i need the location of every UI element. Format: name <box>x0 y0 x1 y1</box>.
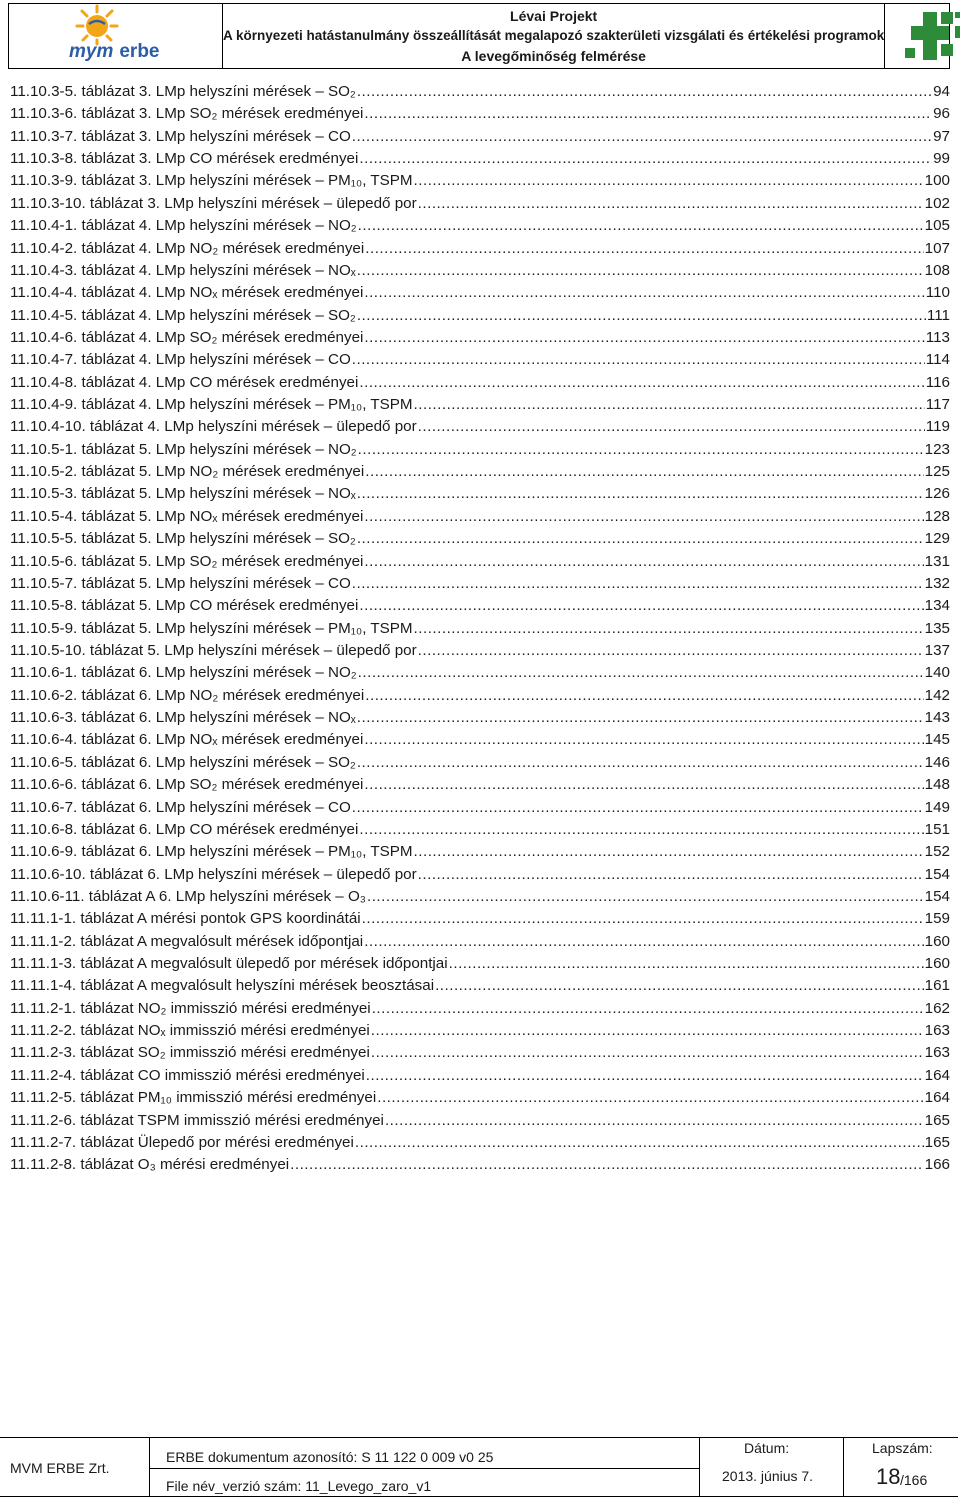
toc-entry-page[interactable]: 163 <box>924 1044 950 1062</box>
toc-entry[interactable] <box>10 573 950 595</box>
toc-entry-page[interactable]: 113 <box>925 328 950 346</box>
toc-entry[interactable] <box>10 372 950 394</box>
toc-entry-page[interactable]: 123 <box>924 440 950 458</box>
toc-entry[interactable] <box>10 707 950 729</box>
page-header <box>8 3 950 69</box>
toc-entry-title[interactable]: 11.10.5-2. táblázat 5. LMp NO₂ mérések eredményei <box>10 463 365 481</box>
toc-entry-title[interactable]: 11.10.4-3. táblázat 4. LMp helyszíni mérések – NOₓ <box>10 261 356 279</box>
toc-entry[interactable] <box>10 1087 950 1109</box>
toc-entry-title[interactable]: 11.10.3-5. táblázat 3. LMp helyszíni mérések – SO₂ <box>10 83 356 100</box>
section-title: A levegőminőség felmérése <box>461 48 646 64</box>
toc-leader-dots <box>365 461 923 483</box>
toc-entry-title[interactable]: 11.11.2-7. táblázat Ülepedő por mérési eredményei <box>10 1133 354 1151</box>
toc-entry-page[interactable]: 129 <box>924 530 950 548</box>
toc-entry-page[interactable]: 126 <box>924 485 950 503</box>
toc-entry[interactable] <box>10 148 950 170</box>
toc-leader-dots <box>367 886 924 908</box>
toc-leader-dots <box>371 1042 924 1064</box>
toc-entry-page[interactable]: 148 <box>924 776 950 794</box>
toc-entry[interactable] <box>10 461 950 483</box>
toc-entry-title[interactable]: 11.10.4-1. táblázat 4. LMp helyszíni mérések – NO₂ <box>10 217 357 235</box>
toc-entry[interactable] <box>10 1110 950 1132</box>
toc-entry-page[interactable]: 164 <box>924 1066 950 1084</box>
toc-entry-page[interactable]: 125 <box>924 463 950 481</box>
toc-entry[interactable] <box>10 305 950 327</box>
toc-entry-title[interactable]: 11.11.1-4. táblázat A megvalósult helyszíni mérések beosztásai <box>10 977 435 995</box>
toc-entry[interactable] <box>10 506 950 528</box>
toc-leader-dots <box>359 819 923 841</box>
toc-entry[interactable] <box>10 126 950 148</box>
toc-entry-title[interactable]: 11.10.5-9. táblázat 5. LMp helyszíni mérések – PM₁₀, TSPM <box>10 619 413 637</box>
toc-leader-dots <box>418 864 924 886</box>
toc-entry-page[interactable]: 119 <box>925 418 950 436</box>
toc-leader-dots <box>364 327 924 349</box>
toc-entry-title[interactable]: 11.10.3-10. táblázat 3. LMp helyszíni mérések – ülepedő por <box>10 194 417 212</box>
toc-entry-title[interactable]: 11.10.6-7. táblázat 6. LMp helyszíni mérések – CO <box>10 798 351 816</box>
toc-entry-page[interactable]: 163 <box>924 1022 950 1040</box>
footer-file-name: File név_verzió szám: 11_Levego_zaro_v1 <box>166 1478 432 1494</box>
toc-leader-dots <box>357 260 924 282</box>
toc-leader-dots <box>357 305 926 327</box>
toc-entry[interactable] <box>10 774 950 796</box>
footer-doc-id: ERBE dokumentum azonosító: S 11 122 0 009 v0 25 <box>166 1449 494 1465</box>
project-subtitle: A környezeti hatástanulmány összeállítását megalapozó szakterületi vizsgálati és értékelési programok <box>223 28 885 43</box>
toc-entry-page[interactable]: 105 <box>924 217 950 235</box>
toc-entry-page[interactable]: 159 <box>924 910 950 928</box>
toc-leader-dots <box>352 349 925 371</box>
toc-entry[interactable] <box>10 260 950 282</box>
green-cross-icon <box>885 4 960 68</box>
toc-entry-title[interactable]: 11.11.1-1. táblázat A mérési pontok GPS koordinátái <box>10 910 361 928</box>
toc-leader-dots <box>352 573 924 595</box>
toc-leader-dots <box>364 506 923 528</box>
toc-entry-title[interactable]: 11.10.5-3. táblázat 5. LMp helyszíni mérések – NOₓ <box>10 485 356 503</box>
toc-entry[interactable] <box>10 193 950 215</box>
toc-leader-dots <box>357 752 924 774</box>
toc-entry-title[interactable]: 11.10.4-8. táblázat 4. LMp CO mérések eredményei <box>10 373 359 391</box>
toc-leader-dots <box>414 394 925 416</box>
toc-entry-page[interactable]: 131 <box>924 552 950 570</box>
toc-entry-page[interactable]: 117 <box>925 396 950 414</box>
footer-page-cell <box>844 1438 958 1496</box>
toc-entry-page[interactable]: 134 <box>924 597 950 615</box>
toc-entry-page[interactable]: 99 <box>933 150 950 168</box>
toc-entry-page[interactable]: 128 <box>924 507 950 525</box>
toc-entry-page[interactable]: 102 <box>924 194 950 212</box>
toc-leader-dots <box>359 372 924 394</box>
toc-leader-dots <box>364 282 924 304</box>
toc-entry[interactable] <box>10 595 950 617</box>
toc-entry[interactable] <box>10 729 950 751</box>
toc-leader-dots <box>290 1154 924 1176</box>
toc-entry-title[interactable]: 11.11.2-4. táblázat CO immisszió mérési eredményei <box>10 1066 365 1084</box>
toc-leader-dots <box>362 908 924 930</box>
toc-entry[interactable] <box>10 1132 950 1154</box>
toc-entry-page[interactable]: 160 <box>924 955 950 973</box>
toc-entry-page[interactable]: 140 <box>924 664 950 682</box>
toc-entry-title[interactable]: 11.10.3-7. táblázat 3. LMp helyszíni mérések – CO <box>10 127 351 145</box>
toc-leader-dots <box>366 1065 924 1087</box>
footer-doc-cell <box>150 1438 700 1496</box>
toc-entry-title[interactable]: 11.11.2-6. táblázat TSPM immisszió mérési eredményei <box>10 1111 384 1129</box>
toc-entry-page[interactable]: 108 <box>924 261 950 279</box>
toc-entry-title[interactable]: 11.10.3-9. táblázat 3. LMp helyszíni mérések – PM₁₀, TSPM <box>10 172 413 190</box>
toc-entry[interactable] <box>10 908 950 930</box>
toc-entry[interactable] <box>10 1020 950 1042</box>
toc-entry-title[interactable]: 11.10.6-8. táblázat 6. LMp CO mérések eredményei <box>10 820 359 838</box>
toc-leader-dots <box>418 416 925 438</box>
toc-entry-page[interactable]: 166 <box>924 1156 950 1174</box>
toc-entry[interactable] <box>10 439 950 461</box>
footer-page-current: 18 <box>876 1464 901 1489</box>
toc-entry-title[interactable]: 11.10.5-7. táblázat 5. LMp helyszíni mérések – CO <box>10 574 351 592</box>
toc-entry-title[interactable]: 11.10.5-8. táblázat 5. LMp CO mérések eredményei <box>10 597 359 615</box>
toc-entry[interactable] <box>10 640 950 662</box>
toc-entry-title[interactable]: 11.10.6-10. táblázat 6. LMp helyszíni mérések – ülepedő por <box>10 865 417 883</box>
footer-company-cell <box>0 1438 150 1496</box>
toc-entry[interactable] <box>10 327 950 349</box>
toc-entry-title[interactable]: 11.11.2-1. táblázat NO₂ immisszió mérési eredményei <box>10 999 371 1017</box>
toc-entry-page[interactable]: 96 <box>933 105 950 123</box>
toc-entry-title[interactable]: 11.10.4-4. táblázat 4. LMp NOₓ mérések eredményei <box>10 284 364 302</box>
toc-leader-dots <box>385 1110 924 1132</box>
toc-entry[interactable] <box>10 1042 950 1064</box>
toc-entry[interactable] <box>10 81 950 103</box>
toc-leader-dots <box>365 238 923 260</box>
toc-leader-dots <box>418 193 924 215</box>
toc-entry[interactable] <box>10 864 950 886</box>
toc-entry-page[interactable]: 135 <box>924 619 950 637</box>
toc-entry-page[interactable]: 152 <box>924 843 950 861</box>
toc-entry-page[interactable]: 97 <box>933 127 950 145</box>
toc-entry[interactable] <box>10 416 950 438</box>
toc-leader-dots <box>359 148 932 170</box>
toc-entry-title[interactable]: 11.10.6-9. táblázat 6. LMp helyszíni mérések – PM₁₀, TSPM <box>10 843 413 861</box>
toc-entry[interactable] <box>10 618 950 640</box>
toc-entry-page[interactable]: 107 <box>924 239 950 257</box>
toc-leader-dots <box>357 483 924 505</box>
toc-entry-title[interactable]: 11.10.5-1. táblázat 5. LMp helyszíni mérések – NO₂ <box>10 440 357 458</box>
toc-entry-page[interactable]: 142 <box>924 686 950 704</box>
toc-leader-dots <box>357 707 924 729</box>
toc-leader-dots <box>364 729 923 751</box>
toc-entry[interactable] <box>10 841 950 863</box>
toc-entry-title[interactable]: 11.11.2-2. táblázat NOₓ immisszió mérési eredményei <box>10 1022 370 1040</box>
toc-leader-dots <box>449 953 924 975</box>
mvm-erbe-logo <box>9 4 223 68</box>
project-title: Lévai Projekt <box>510 8 598 24</box>
toc-leader-dots <box>359 595 923 617</box>
toc-entry-page[interactable]: 149 <box>924 798 950 816</box>
toc-entry-title[interactable]: 11.10.5-6. táblázat 5. LMp SO₂ mérések eredményei <box>10 552 364 570</box>
toc-leader-dots <box>372 998 924 1020</box>
toc-entry-page[interactable]: 100 <box>924 172 950 190</box>
toc-entry-title[interactable]: 11.10.4-6. táblázat 4. LMp SO₂ mérések eredményei <box>10 328 364 346</box>
toc-entry[interactable] <box>10 685 950 707</box>
toc-entry-title[interactable]: 11.10.6-4. táblázat 6. LMp NOₓ mérések eredményei <box>10 731 364 749</box>
toc-entry-page[interactable]: 145 <box>924 731 950 749</box>
toc-leader-dots <box>352 797 924 819</box>
toc-leader-dots <box>414 170 924 192</box>
toc-entry[interactable] <box>10 528 950 550</box>
toc-entry[interactable] <box>10 394 950 416</box>
toc-entry-page[interactable]: 137 <box>924 641 950 659</box>
page-footer <box>0 1437 958 1497</box>
toc-leader-dots <box>414 618 924 640</box>
toc-entry-page[interactable]: 165 <box>924 1111 950 1129</box>
toc-entry[interactable] <box>10 483 950 505</box>
toc-leader-dots <box>364 931 923 953</box>
toc-entry-page[interactable]: 164 <box>924 1089 950 1107</box>
toc-leader-dots <box>365 685 923 707</box>
toc-entry[interactable] <box>10 103 950 125</box>
toc-entry-title[interactable]: 11.10.6-11. táblázat A 6. LMp helyszíni mérések – O₃ <box>10 887 366 905</box>
toc-entry-title[interactable]: 11.10.3-6. táblázat 3. LMp SO₂ mérések eredményei <box>10 105 364 123</box>
footer-date-cell <box>700 1438 844 1496</box>
toc-entry[interactable] <box>10 953 950 975</box>
toc-leader-dots <box>357 528 924 550</box>
footer-company: MVM ERBE Zrt. <box>10 1460 110 1476</box>
toc-entry-title[interactable]: 11.10.4-10. táblázat 4. LMp helyszíni mérések – ülepedő por <box>10 418 417 436</box>
footer-page-label: Lapszám: <box>872 1440 933 1456</box>
footer-date-value: 2013. június 7. <box>722 1468 814 1484</box>
toc-entry-page[interactable]: 154 <box>924 865 950 883</box>
toc-entry-page[interactable]: 94 <box>933 83 950 100</box>
toc-entry-title[interactable]: 11.10.4-9. táblázat 4. LMp helyszíni mérések – PM₁₀, TSPM <box>10 396 413 414</box>
toc-entry[interactable] <box>10 551 950 573</box>
toc-entry[interactable] <box>10 797 950 819</box>
toc-entry-title[interactable]: 11.11.2-8. táblázat O₃ mérési eredményei <box>10 1156 290 1174</box>
toc-entry-title[interactable]: 11.10.6-2. táblázat 6. LMp NO₂ mérések eredményei <box>10 686 365 704</box>
toc-leader-dots <box>355 1132 924 1154</box>
toc-entry-title[interactable]: 11.10.6-6. táblázat 6. LMp SO₂ mérések eredményei <box>10 776 364 794</box>
toc-entry-page[interactable]: 111 <box>926 306 950 324</box>
toc-entry[interactable] <box>10 931 950 953</box>
toc-entry[interactable] <box>10 238 950 260</box>
toc-entry-title[interactable]: 11.10.6-1. táblázat 6. LMp helyszíni mérések – NO₂ <box>10 664 357 682</box>
toc-leader-dots <box>358 215 924 237</box>
toc-entry-title[interactable]: 11.10.4-5. táblázat 4. LMp helyszíni mérések – SO₂ <box>10 306 356 324</box>
toc-entry-page[interactable]: 110 <box>925 284 950 302</box>
toc-leader-dots <box>371 1020 924 1042</box>
toc-entry-page[interactable]: 143 <box>924 709 950 727</box>
toc-entry-page[interactable]: 160 <box>924 932 950 950</box>
toc-entry-title[interactable]: 11.11.1-3. táblázat A megvalósult ülepedő por mérések időpontjai <box>10 955 448 973</box>
toc-leader-dots <box>418 640 924 662</box>
toc-leader-dots <box>377 1087 923 1109</box>
toc-leader-dots <box>357 81 932 103</box>
toc-entry-title[interactable]: 11.10.4-7. táblázat 4. LMp helyszíni mérések – CO <box>10 351 351 369</box>
cross-logo <box>884 4 960 68</box>
toc-entry[interactable] <box>10 170 950 192</box>
toc-entry[interactable] <box>10 349 950 371</box>
toc-entry-title[interactable]: 11.11.2-5. táblázat PM₁₀ immisszió mérési eredményei <box>10 1089 377 1107</box>
toc-entry[interactable] <box>10 998 950 1020</box>
footer-page-total: /166 <box>900 1472 928 1488</box>
toc-entry-title[interactable]: 11.10.5-5. táblázat 5. LMp helyszíni mérések – SO₂ <box>10 530 356 548</box>
toc-entry[interactable] <box>10 282 950 304</box>
toc-leader-dots <box>358 439 924 461</box>
toc-entry[interactable] <box>10 752 950 774</box>
toc-entry-title[interactable]: 11.11.2-3. táblázat SO₂ immisszió mérési eredményei <box>10 1044 370 1062</box>
toc-entry[interactable] <box>10 819 950 841</box>
footer-date-label: Dátum: <box>744 1440 790 1456</box>
toc-entry[interactable] <box>10 215 950 237</box>
toc-entry[interactable] <box>10 1154 950 1176</box>
toc-entry-page[interactable]: 154 <box>924 887 950 905</box>
toc-entry[interactable] <box>10 886 950 908</box>
toc-entry-title[interactable]: 11.10.6-5. táblázat 6. LMp helyszíni mérések – SO₂ <box>10 753 356 771</box>
toc-entry-title[interactable]: 11.10.5-10. táblázat 5. LMp helyszíni mérések – ülepedő por <box>10 641 417 659</box>
toc-entry-title[interactable]: 11.10.4-2. táblázat 4. LMp NO₂ mérések eredményei <box>10 239 365 257</box>
toc-entry-page[interactable]: 165 <box>924 1133 950 1151</box>
toc-entry-title[interactable]: 11.10.6-3. táblázat 6. LMp helyszíni mérések – NOₓ <box>10 709 356 727</box>
toc-entry-page[interactable]: 132 <box>924 574 950 592</box>
toc-entry-page[interactable]: 146 <box>924 753 950 771</box>
toc-entry-page[interactable]: 151 <box>924 820 950 838</box>
toc-leader-dots <box>435 975 924 997</box>
toc-leader-dots <box>364 774 923 796</box>
header-titles <box>223 4 884 68</box>
logo-wordmark: mym erbe <box>69 41 160 62</box>
toc-entry[interactable] <box>10 662 950 684</box>
toc-leader-dots <box>364 103 932 125</box>
toc-leader-dots <box>358 662 924 684</box>
toc-entry-page[interactable]: 114 <box>925 351 950 369</box>
toc-entry-title[interactable]: 11.10.3-8. táblázat 3. LMp CO mérések eredményei <box>10 150 359 168</box>
toc-entry-page[interactable]: 116 <box>925 373 950 391</box>
toc-leader-dots <box>352 126 932 148</box>
toc-entry[interactable] <box>10 975 950 997</box>
toc-entry-title[interactable]: 11.11.1-2. táblázat A megvalósult mérések időpontjai <box>10 932 364 950</box>
table-of-figures <box>10 81 950 1177</box>
toc-entry-title[interactable]: 11.10.5-4. táblázat 5. LMp NOₓ mérések eredményei <box>10 507 364 525</box>
toc-leader-dots <box>414 841 924 863</box>
toc-entry-page[interactable]: 162 <box>924 999 950 1017</box>
toc-leader-dots <box>364 551 923 573</box>
toc-entry[interactable] <box>10 1065 950 1087</box>
toc-entry-page[interactable]: 161 <box>924 977 950 995</box>
